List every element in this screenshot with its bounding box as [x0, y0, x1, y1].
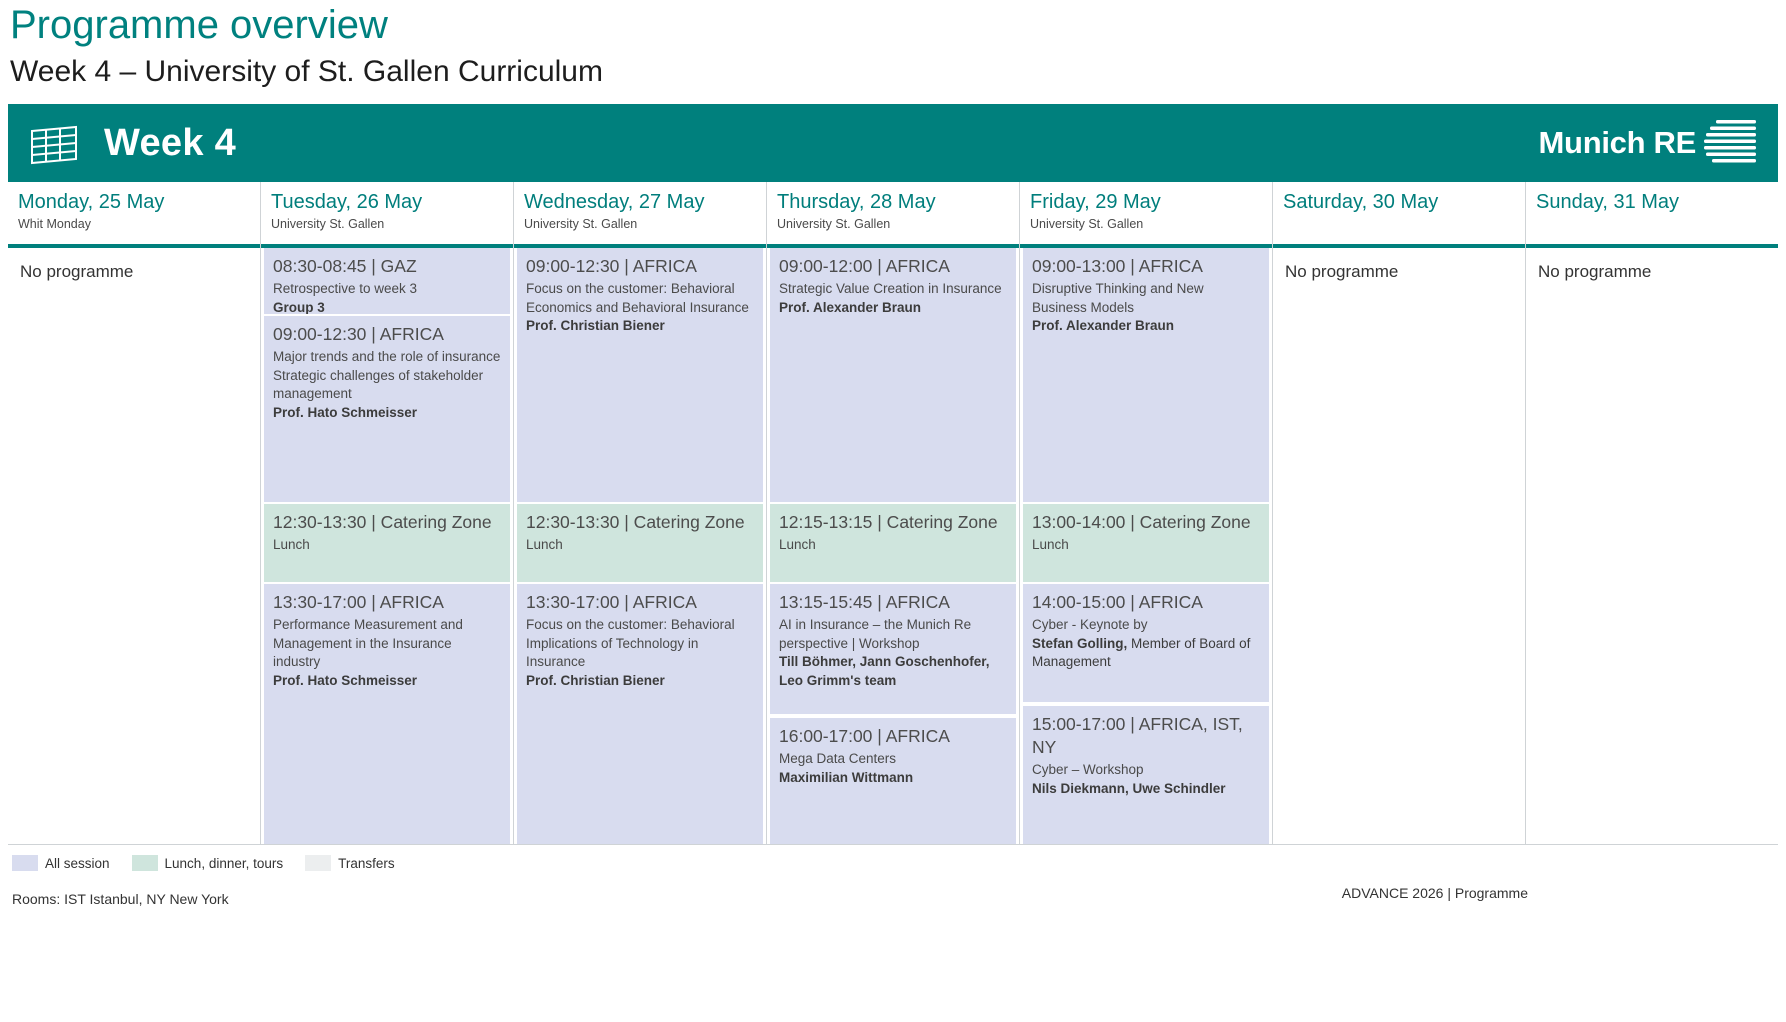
event-description: Focus on the customer: Behavioral Implications of Technology in Insurance	[526, 617, 735, 669]
page-note: ADVANCE 2026 | Programme	[1341, 885, 1528, 901]
event-block[interactable]	[1023, 504, 1269, 582]
event-time: 13:30-17:00 | AFRICA	[526, 592, 697, 612]
day-body	[1273, 248, 1525, 844]
event-time: 09:00-13:00 | AFRICA	[1032, 256, 1203, 276]
page-title: Programme overview	[10, 3, 388, 47]
event-block[interactable]	[770, 718, 1016, 844]
legend-swatch-meal-icon	[132, 855, 158, 871]
event-block[interactable]	[517, 248, 763, 502]
day-name: Thursday, 28 May	[777, 191, 936, 213]
event-block[interactable]	[1023, 584, 1269, 702]
day-subtitle: University St. Gallen	[777, 217, 891, 231]
event-people: Prof. Alexander Braun	[779, 299, 922, 315]
day-header	[767, 182, 1019, 248]
legend-item-session	[12, 855, 110, 871]
event-description: Performance Measurement and Management in the Insurance industry	[273, 617, 463, 669]
event-description: Major trends and the role of insurance Strategic challenges of stakeholder management	[273, 349, 501, 401]
day-body[interactable]	[261, 248, 513, 844]
legend-label: Transfers	[338, 855, 395, 871]
event-time: 12:30-13:30 | Catering Zone	[273, 512, 492, 532]
event-people: Group 3	[273, 299, 325, 314]
legend-item-transfer	[305, 855, 395, 871]
day-name: Monday, 25 May	[18, 191, 165, 213]
day-header	[261, 182, 513, 248]
event-block[interactable]	[770, 504, 1016, 582]
day-body	[1526, 248, 1778, 844]
day-column-wednesday	[514, 182, 767, 844]
event-time: 13:15-15:45 | AFRICA	[779, 592, 950, 612]
day-name: Friday, 29 May	[1030, 191, 1161, 213]
day-header	[514, 182, 766, 248]
day-subtitle	[1536, 214, 1768, 216]
event-time: 14:00-15:00 | AFRICA	[1032, 592, 1203, 612]
day-column-monday	[8, 182, 261, 844]
rooms-note: Rooms: IST Istanbul, NY New York	[12, 891, 229, 907]
day-subtitle	[1283, 214, 1515, 216]
event-description: Lunch	[526, 537, 563, 552]
event-people: Prof. Hato Schmeisser	[273, 672, 418, 688]
day-name: Tuesday, 26 May	[271, 191, 423, 213]
legend-label: Lunch, dinner, tours	[164, 855, 284, 871]
event-description: Lunch	[273, 537, 310, 552]
day-column-sunday	[1526, 182, 1778, 844]
day-column-saturday	[1273, 182, 1526, 844]
event-block[interactable]	[264, 584, 510, 844]
event-description: Retrospective to week 3	[273, 281, 418, 296]
event-people: Till Böhmer, Jann Goschenhofer, Leo Grimm's team	[779, 654, 990, 688]
event-description: Cyber - Keynote by	[1032, 617, 1148, 632]
event-people: Nils Diekmann, Uwe Schindler	[1032, 780, 1226, 796]
week-banner	[8, 104, 1778, 182]
day-header	[8, 182, 260, 248]
munich-re-wordmark: Munich RE	[1538, 125, 1696, 160]
no-programme-label: No programme	[20, 262, 134, 281]
day-body[interactable]	[767, 248, 1019, 844]
event-block[interactable]	[517, 584, 763, 844]
event-time: 08:30-08:45 | GAZ	[273, 256, 417, 276]
day-column-thursday	[767, 182, 1020, 844]
legend-label: All session	[45, 855, 110, 871]
day-body	[8, 248, 260, 844]
day-body[interactable]	[1020, 248, 1272, 844]
week-calendar	[8, 182, 1778, 845]
event-time: 16:00-17:00 | AFRICA	[779, 726, 950, 746]
page-subtitle: Week 4 – University of St. Gallen Curriculum	[10, 55, 603, 88]
event-block[interactable]	[770, 584, 1016, 714]
no-programme-label: No programme	[1285, 262, 1399, 281]
event-block[interactable]	[264, 504, 510, 582]
event-people: Prof. Alexander Braun	[1032, 318, 1175, 333]
event-description: Lunch	[1032, 537, 1069, 552]
event-people: Prof. Hato Schmeisser	[273, 404, 418, 420]
event-time: 09:00-12:00 | AFRICA	[779, 256, 950, 276]
event-description: Strategic Value Creation in Insurance	[779, 281, 1002, 296]
legend-swatch-transfer-icon	[305, 855, 331, 871]
calendar-grid-icon	[26, 119, 82, 167]
title-block	[0, 0, 1786, 90]
event-time: 15:00-17:00 | AFRICA, IST, NY	[1032, 714, 1243, 757]
day-header	[1273, 182, 1525, 248]
event-block[interactable]	[264, 248, 510, 314]
event-time: 09:00-12:30 | AFRICA	[526, 256, 697, 276]
day-header	[1020, 182, 1272, 248]
day-name: Sunday, 31 May	[1536, 191, 1680, 213]
event-description: Focus on the customer: Behavioral Economics and Behavioral Insurance	[526, 281, 749, 315]
footer	[8, 845, 1778, 915]
event-block[interactable]	[1023, 248, 1269, 502]
event-people: Prof. Christian Biener	[526, 672, 665, 688]
day-subtitle: University St. Gallen	[524, 217, 638, 231]
day-name: Wednesday, 27 May	[524, 191, 705, 213]
event-description: Mega Data Centers	[779, 751, 897, 766]
legend-swatch-session-icon	[12, 855, 38, 871]
day-body[interactable]	[514, 248, 766, 844]
event-block[interactable]	[1023, 706, 1269, 844]
day-subtitle: University St. Gallen	[271, 217, 385, 231]
banner-week-label: Week 4	[104, 121, 237, 164]
day-header	[1526, 182, 1778, 248]
event-description: AI in Insurance – the Munich Re perspective | Workshop	[779, 617, 972, 651]
legend	[8, 855, 1778, 871]
event-people: Prof. Christian Biener	[526, 318, 665, 333]
event-block[interactable]	[264, 316, 510, 502]
event-time: 13:30-17:00 | AFRICA	[273, 592, 444, 612]
event-description: Disruptive Thinking and New Business Models	[1032, 281, 1204, 315]
event-block[interactable]	[770, 248, 1016, 502]
event-time: 13:00-14:00 | Catering Zone	[1032, 512, 1251, 532]
event-people: Maximilian Wittmann	[779, 769, 914, 785]
day-column-tuesday	[261, 182, 514, 844]
munich-re-bars-icon	[1702, 117, 1764, 169]
day-subtitle: University St. Gallen	[1030, 217, 1144, 231]
event-time: 09:00-12:30 | AFRICA	[273, 324, 444, 344]
day-column-friday	[1020, 182, 1273, 844]
event-time: 12:15-13:15 | Catering Zone	[779, 512, 998, 532]
event-people: Stefan Golling, Member of Board of Management	[1032, 635, 1251, 669]
day-subtitle: Whit Monday	[18, 217, 91, 231]
munich-re-logo	[1539, 117, 1764, 169]
event-description: Lunch	[779, 537, 816, 552]
event-description: Cyber – Workshop	[1032, 762, 1144, 777]
no-programme-label: No programme	[1538, 262, 1652, 281]
legend-item-meal	[132, 855, 284, 871]
day-name: Saturday, 30 May	[1283, 191, 1439, 213]
event-time: 12:30-13:30 | Catering Zone	[526, 512, 745, 532]
event-block[interactable]	[517, 504, 763, 582]
